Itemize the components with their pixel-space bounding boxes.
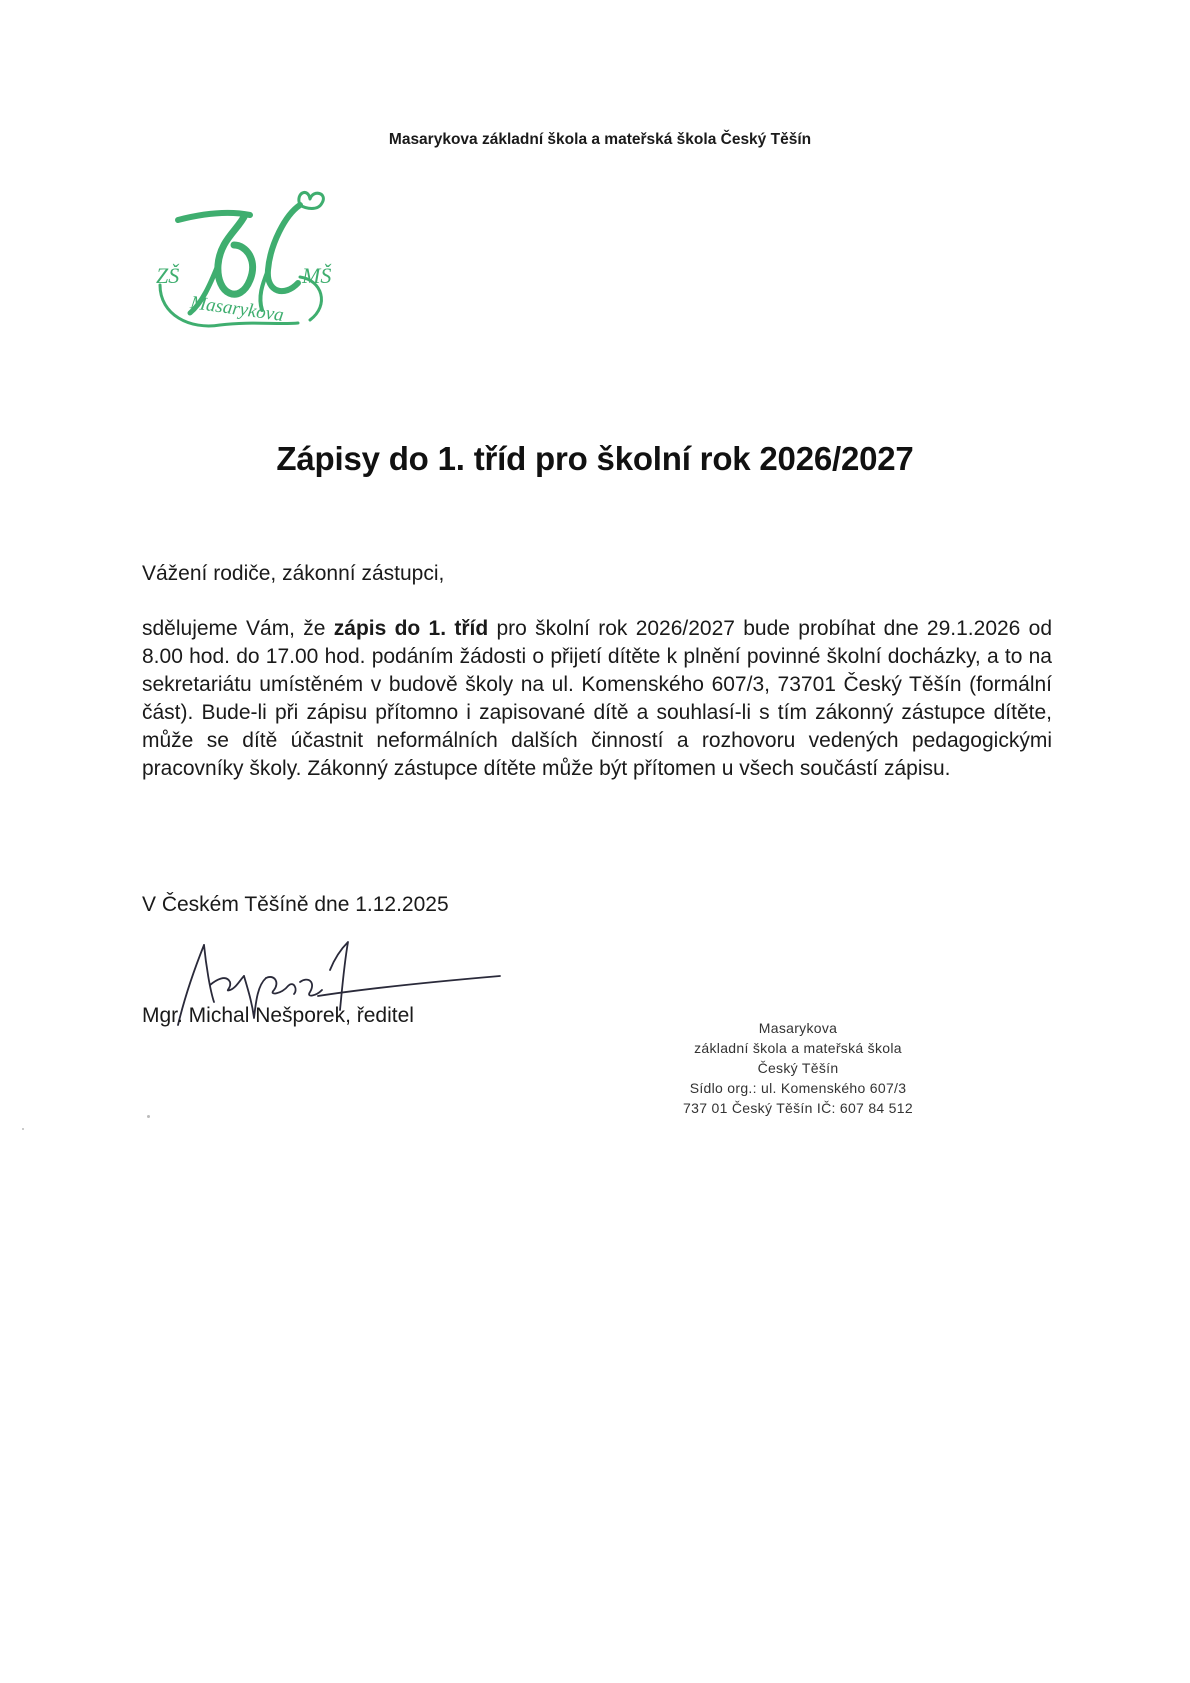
- place-date: V Českém Těšíně dne 1.12.2025: [142, 893, 449, 916]
- school-logo-icon: [150, 185, 350, 365]
- logo-text-ms: MŠ: [302, 263, 332, 288]
- scan-artifact: [22, 1128, 24, 1130]
- stamp-line: Sídlo org.: ul. Komenského 607/3: [689, 1080, 907, 1096]
- stamp-line: 737 01 Český Těšín IČ: 607 84 512: [683, 1100, 913, 1116]
- logo-text-script: Masarykova: [189, 292, 286, 327]
- stamp-line: základní škola a mateřská škola: [694, 1040, 902, 1056]
- organization-header: Masarykova základní škola a mateřská škola Český Těšín: [388, 131, 812, 148]
- body-paragraph: [142, 615, 1052, 783]
- stamp-line: Český Těšín: [757, 1060, 839, 1076]
- stamp-line: Masarykova: [758, 1020, 838, 1036]
- body-rest: pro školní rok 2026/2027 bude probíhat dne 29.1.2026 od 8.00 hod. do 17.00 hod. podáním žádosti o přijetí dítěte k plnění povinné školní docházky, a to na sekretariátu umístěném v budově školy na ul. Komenského 607/3, 73701 Český Těšín (formální část). Bude-li při zápisu přítomno i zapisované dítě a souhlasí-li s tím zákonný zástupce dítěte, může se dítě účastnit neformálních dalších činností a rozhovoru vedených pedagogickými pracovníky školy. Zákonný zástupce dítěte může být přítomen u všech součástí zápisu.: [142, 617, 1052, 780]
- page-title: Zápisy do 1. tříd pro školní rok 2026/2027: [276, 440, 914, 477]
- signatory-name: Mgr. Michal Nešporek, ředitel: [142, 1004, 414, 1027]
- salutation: Vážení rodiče, zákonní zástupci,: [142, 562, 445, 585]
- scan-artifact: [147, 1115, 150, 1118]
- school-stamp: [648, 1018, 948, 1118]
- logo-text-zs: ZŠ: [156, 263, 180, 288]
- body-highlight: zápis do 1. tříd: [333, 617, 489, 640]
- body-intro: sdělujeme Vám, že: [142, 617, 334, 640]
